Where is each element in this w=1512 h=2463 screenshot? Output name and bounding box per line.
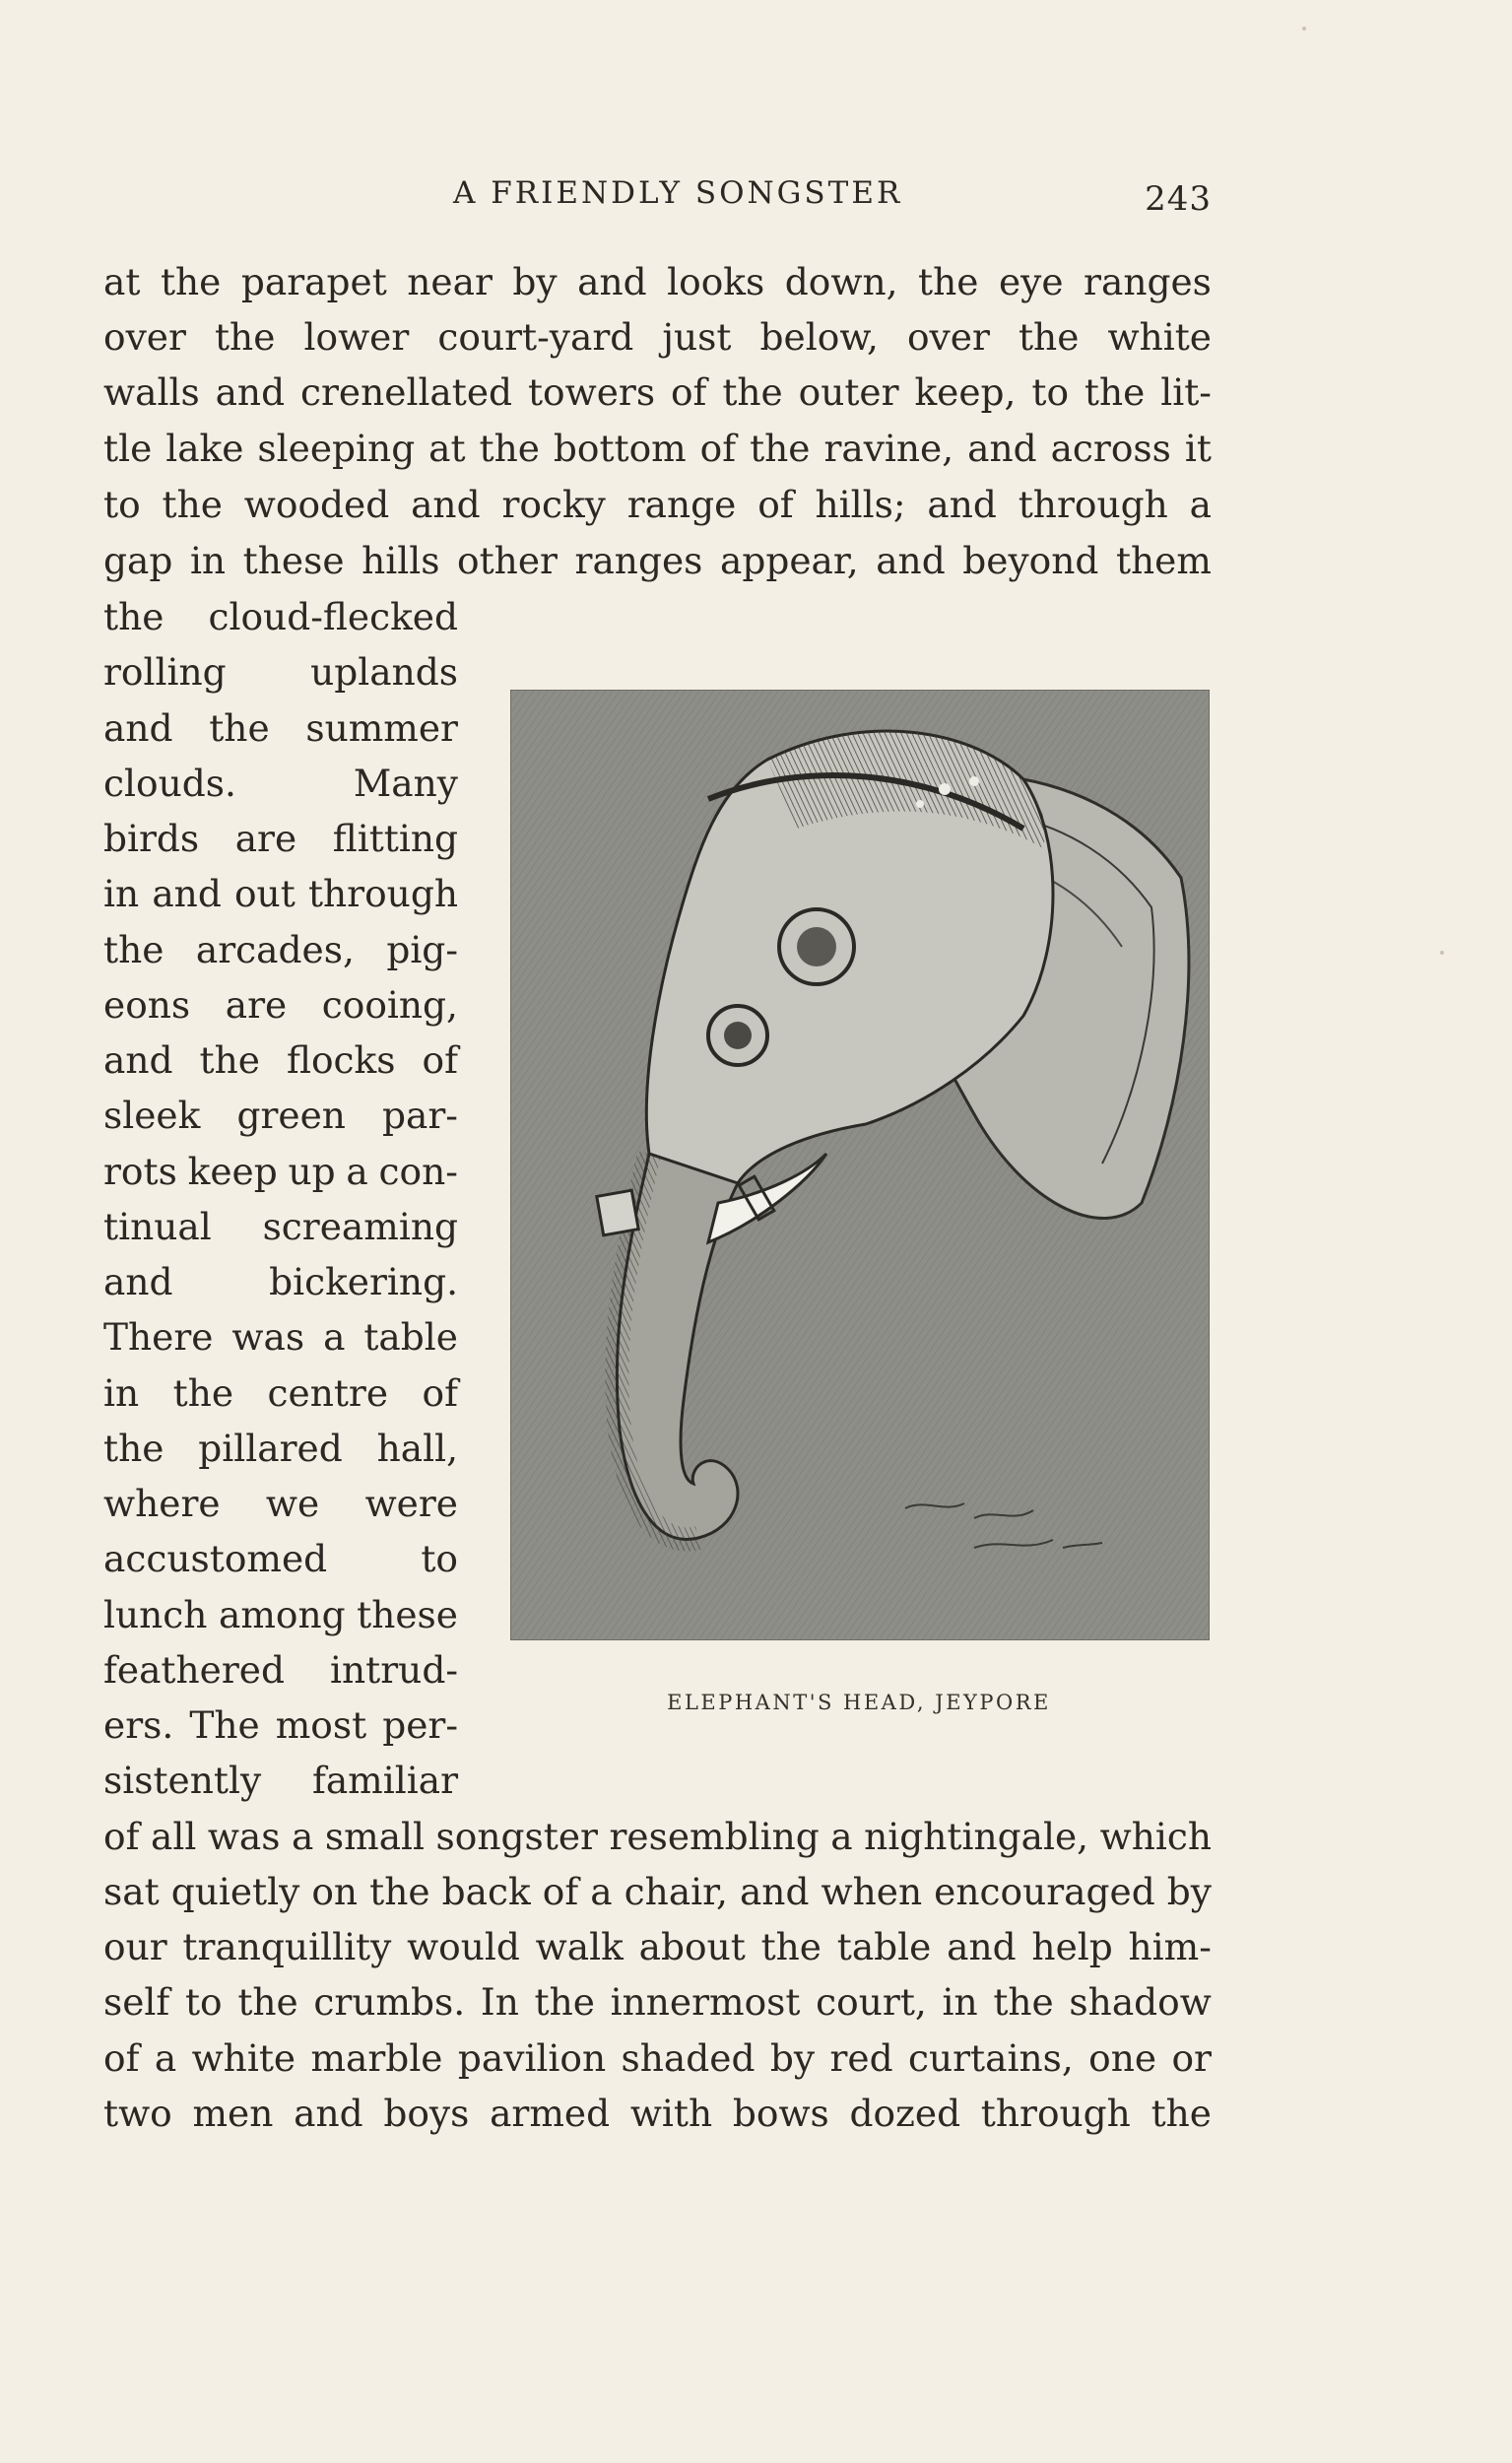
body-line: sistently familiar (103, 1759, 458, 1803)
body-line: tinual screaming (103, 1204, 458, 1248)
body-line: of all was a small songster resembling a nightingale, which (103, 1814, 1212, 1858)
body-line: gap in these hills other ranges appear, and beyond them (103, 539, 1212, 582)
body-line: two men and boys armed with bows dozed through the (103, 2091, 1212, 2135)
body-line: and the summer (103, 705, 458, 750)
body-line: the cloud-flecked (103, 595, 458, 638)
running-head: A FRIENDLY SONGSTER (453, 175, 903, 211)
body-line: at the parapet near by and looks down, the eye ranges (103, 260, 1212, 303)
body-line: our tranquillity would walk about the table and help him- (103, 1925, 1212, 1968)
body-line: and bickering. (103, 1260, 458, 1303)
body-line: rots keep up a con- (103, 1149, 458, 1193)
elephant-illustration (510, 690, 1210, 1640)
body-line: sat quietly on the back of a chair, and when encouraged by (103, 1869, 1212, 1913)
body-line: the pillared hall, (103, 1426, 458, 1470)
page-header (99, 173, 1212, 223)
body-line: feathered intrud- (103, 1647, 458, 1692)
elephant-head-engraving-icon (511, 691, 1209, 1639)
body-line: accustomed to (103, 1537, 458, 1581)
body-line: the arcades, pig- (103, 927, 458, 971)
figure-caption: ELEPHANT'S HEAD, JEYPORE (667, 1691, 1051, 1714)
body-line: self to the crumbs. In the innermost court, in the shadow (103, 1980, 1212, 2025)
body-line: birds are flitting (103, 817, 458, 860)
body-line: rolling uplands (103, 650, 458, 695)
body-line: of a white marble pavilion shaded by red curtains, one or (103, 2035, 1212, 2080)
body-line: sleek green par- (103, 1094, 458, 1138)
body-line: in the centre of (103, 1370, 458, 1415)
page-number: 243 (1145, 179, 1212, 219)
body-line: in and out through (103, 872, 458, 916)
body-line: and the flocks of (103, 1038, 458, 1082)
body-line: eons are cooing, (103, 982, 458, 1027)
body-line: lunch among these (103, 1592, 458, 1636)
body-line: tle lake sleeping at the bottom of the ravine, and across it (103, 427, 1212, 470)
body-line: There was a table (103, 1315, 458, 1360)
body-line: clouds. Many (103, 761, 458, 805)
paper-speck (1302, 27, 1306, 31)
body-line: walls and crenellated towers of the outer keep, to the lit- (103, 370, 1212, 414)
body-line: where we were (103, 1482, 458, 1525)
body-line: ers. The most per- (103, 1703, 458, 1747)
paper-speck (1440, 951, 1444, 955)
body-line: to the wooded and rocky range of hills; and through a (103, 483, 1212, 526)
body-line: over the lower court-yard just below, over the white (103, 315, 1212, 359)
